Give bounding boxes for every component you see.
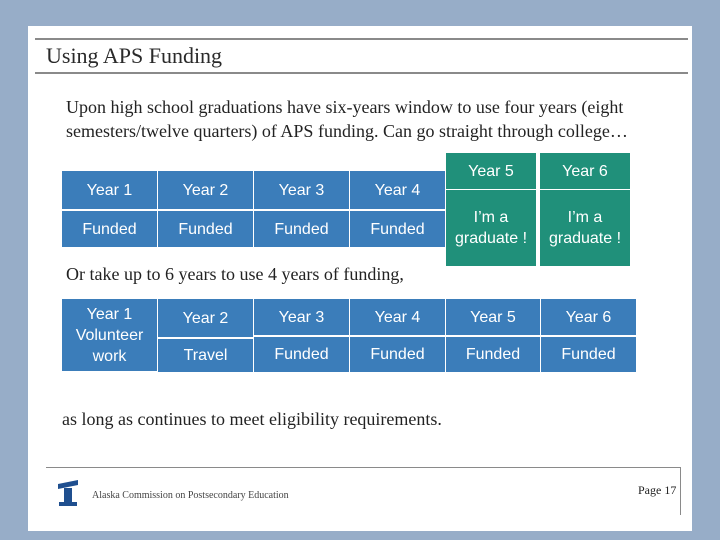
path-b-year-6-label: Year 6: [541, 299, 636, 335]
path-a-year-5-status: I’m a graduate !: [446, 190, 536, 266]
path-b-year-2-label: Year 2: [158, 299, 253, 337]
path-b-year-2-status: Travel: [158, 339, 253, 372]
path-a-year-2-status: Funded: [158, 211, 253, 247]
path-a-year-2-label: Year 2: [158, 171, 253, 209]
page-number: Page 17: [638, 483, 677, 497]
alternative-path-text: Or take up to 6 years to use 4 years of funding,: [66, 264, 404, 284]
path-a-year-1-label: Year 1: [62, 171, 157, 209]
path-b-year-5-status: Funded: [446, 337, 540, 372]
path-b-year-5-label: Year 5: [446, 299, 540, 335]
footer-rule: [46, 467, 680, 468]
path-b-year-3-label: Year 3: [254, 299, 349, 335]
path-b-year-1-volunteer: Year 1 Volunteer work: [62, 299, 157, 371]
path-a-year-4-status: Funded: [350, 211, 445, 247]
path-a-year-3-label: Year 3: [254, 171, 349, 209]
path-b-year-4-label: Year 4: [350, 299, 445, 335]
path-a-year-3-status: Funded: [254, 211, 349, 247]
path-a-year-6-label: Year 6: [540, 153, 630, 189]
intro-paragraph: Upon high school graduations have six-years window to use four years (eight semesters/twelve quarters) of APS funding. Can go straight through college…: [66, 97, 628, 141]
acpe-logo-icon: [54, 478, 82, 508]
path-b-year-3-status: Funded: [254, 337, 349, 372]
path-a-year-4-label: Year 4: [350, 171, 445, 209]
eligibility-note: as long as continues to meet eligibility requirements.: [62, 409, 442, 429]
path-b-year-6-status: Funded: [541, 337, 636, 372]
path-a-year-1-status: Funded: [62, 211, 157, 247]
path-b-year-4-status: Funded: [350, 337, 445, 372]
footer-organization: Alaska Commission on Postsecondary Education: [92, 490, 289, 501]
slide-title: Using APS Funding: [46, 43, 223, 68]
path-a-year-6-status: I’m a graduate !: [540, 190, 630, 266]
path-a-year-5-label: Year 5: [446, 153, 536, 189]
footer-vertical-rule: [680, 467, 681, 515]
